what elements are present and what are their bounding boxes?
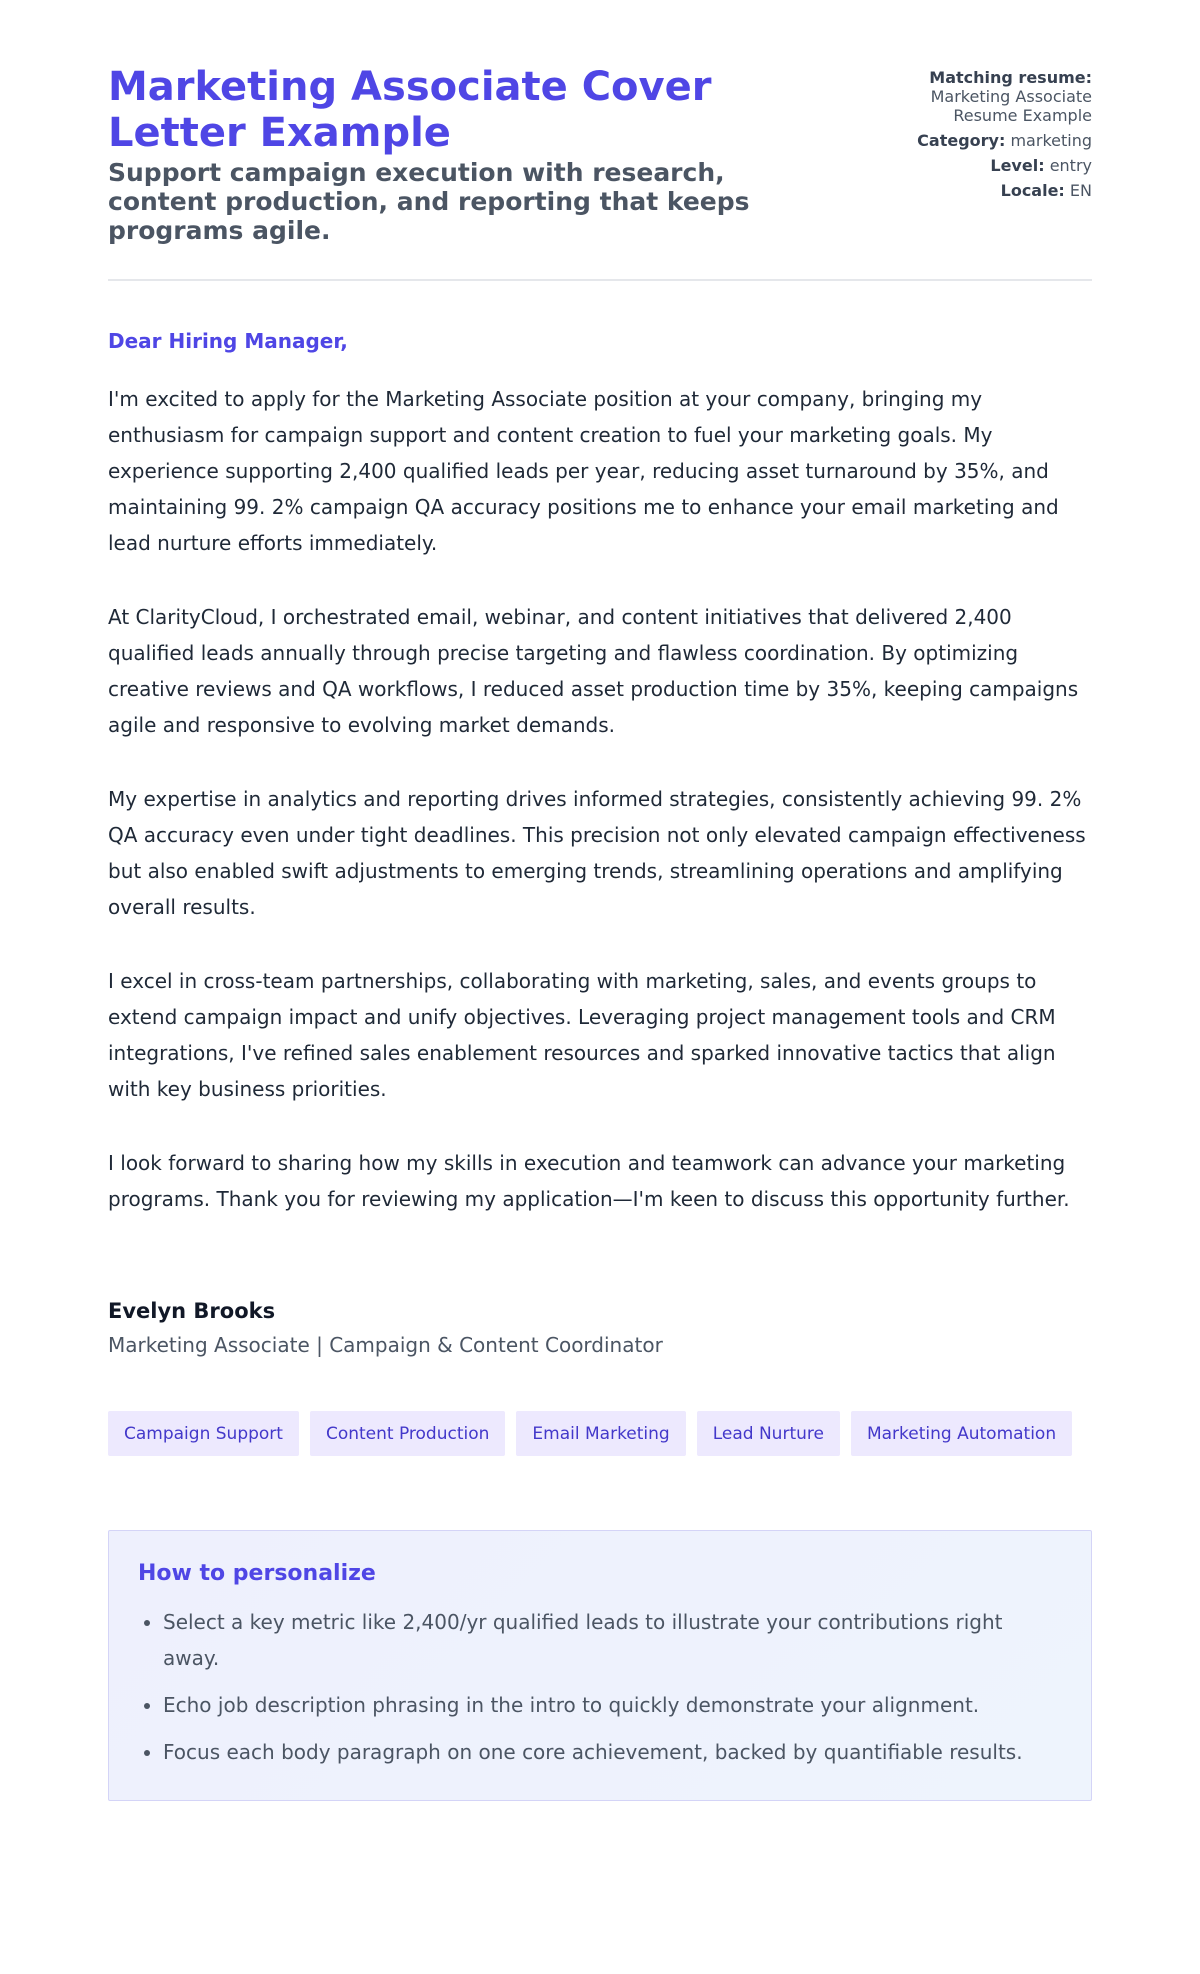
personalize-title: How to personalize xyxy=(138,1561,376,1586)
letter-body xyxy=(108,381,1092,1217)
letter-paragraph: I'm excited to apply for the Marketing Associate position at your company, bringing my enthusiasm for campaign support and content creation to fuel your marketing goals. My experience supporting 2,400 qualified leads per year, reducing asset turnaround by 35%, and maintaining 99. 2% campaign QA accuracy positions me to enhance your email marketing and lead nurture efforts immediately. xyxy=(108,387,1059,555)
skill-tag: Email Marketing xyxy=(516,1411,685,1456)
personalize-tip-list xyxy=(138,1604,1063,1770)
letter-paragraph: At ClarityCloud, I orchestrated email, webinar, and content initiatives that delivered 2,400 qualified leads annually through precise targeting and flawless coordination. By optimizing creative reviews and QA workflows, I reduced asset production time by 35%, keeping campaigns agile and responsive to evolving market demands. xyxy=(108,605,1079,737)
personalize-tip: • Echo job description phrasing in the intro to quickly demonstrate your alignment. xyxy=(163,1687,1063,1723)
locale-label: Locale: xyxy=(1000,181,1065,200)
meta-level xyxy=(902,156,1092,175)
category-label: Category: xyxy=(917,131,1006,150)
meta-category xyxy=(902,131,1092,150)
letter-paragraph: I excel in cross-team partnerships, collaborating with marketing, sales, and events groups to extend campaign impact and unify objectives. Leveraging project management tools and CRM integrations, I've refined sales enablement resources and sparked innovative tactics that align with key business priorities. xyxy=(108,969,1056,1101)
page-title: Marketing Associate Cover Letter Example xyxy=(108,64,712,156)
personalize-tip: • Focus each body paragraph on one core achievement, backed by quantifiable results. xyxy=(163,1734,1063,1770)
signature-block xyxy=(108,1299,1092,1357)
matching-resume-link[interactable]: Marketing Associate Resume Example xyxy=(930,87,1092,125)
salutation: Dear Hiring Manager, xyxy=(108,329,348,353)
header-titles xyxy=(108,64,788,245)
locale-value: EN xyxy=(1069,181,1092,200)
skill-tag: Content Production xyxy=(310,1411,505,1456)
page-subtitle: Support campaign execution with research, content production, and reporting that keeps programs agile. xyxy=(108,158,750,245)
skill-tags xyxy=(108,1411,1092,1456)
personalize-tip: • Select a key metric like 2,400/yr qualified leads to illustrate your contributions right away. xyxy=(163,1604,1063,1676)
letter-paragraph: My expertise in analytics and reporting drives informed strategies, consistently achieving 99. 2% QA accuracy even under tight deadlines. This precision not only elevated campaign effectiveness but also enabled swift adjustments to emerging trends, streamlining operations and amplifying overall results. xyxy=(108,787,1086,919)
meta-panel xyxy=(902,64,1092,206)
skill-tag: Lead Nurture xyxy=(697,1411,840,1456)
meta-locale xyxy=(902,181,1092,200)
level-value: entry xyxy=(1049,156,1092,175)
matching-resume xyxy=(902,68,1092,125)
signature-name: Evelyn Brooks xyxy=(108,1299,276,1323)
signature-role: Marketing Associate | Campaign & Content Coordinator xyxy=(108,1333,663,1357)
skill-tag: Marketing Automation xyxy=(851,1411,1072,1456)
category-value: marketing xyxy=(1010,131,1092,150)
matching-resume-label: Matching resume: xyxy=(929,68,1092,87)
level-label: Level: xyxy=(990,156,1045,175)
letter-paragraph: I look forward to sharing how my skills in execution and teamwork can advance your marketing programs. Thank you for reviewing my application—I'm keen to discuss this opportunity further. xyxy=(108,1151,1070,1211)
cover-letter-page xyxy=(108,0,1092,1801)
personalize-tips-box xyxy=(108,1530,1092,1801)
page-header xyxy=(108,64,1092,281)
skill-tag: Campaign Support xyxy=(108,1411,299,1456)
